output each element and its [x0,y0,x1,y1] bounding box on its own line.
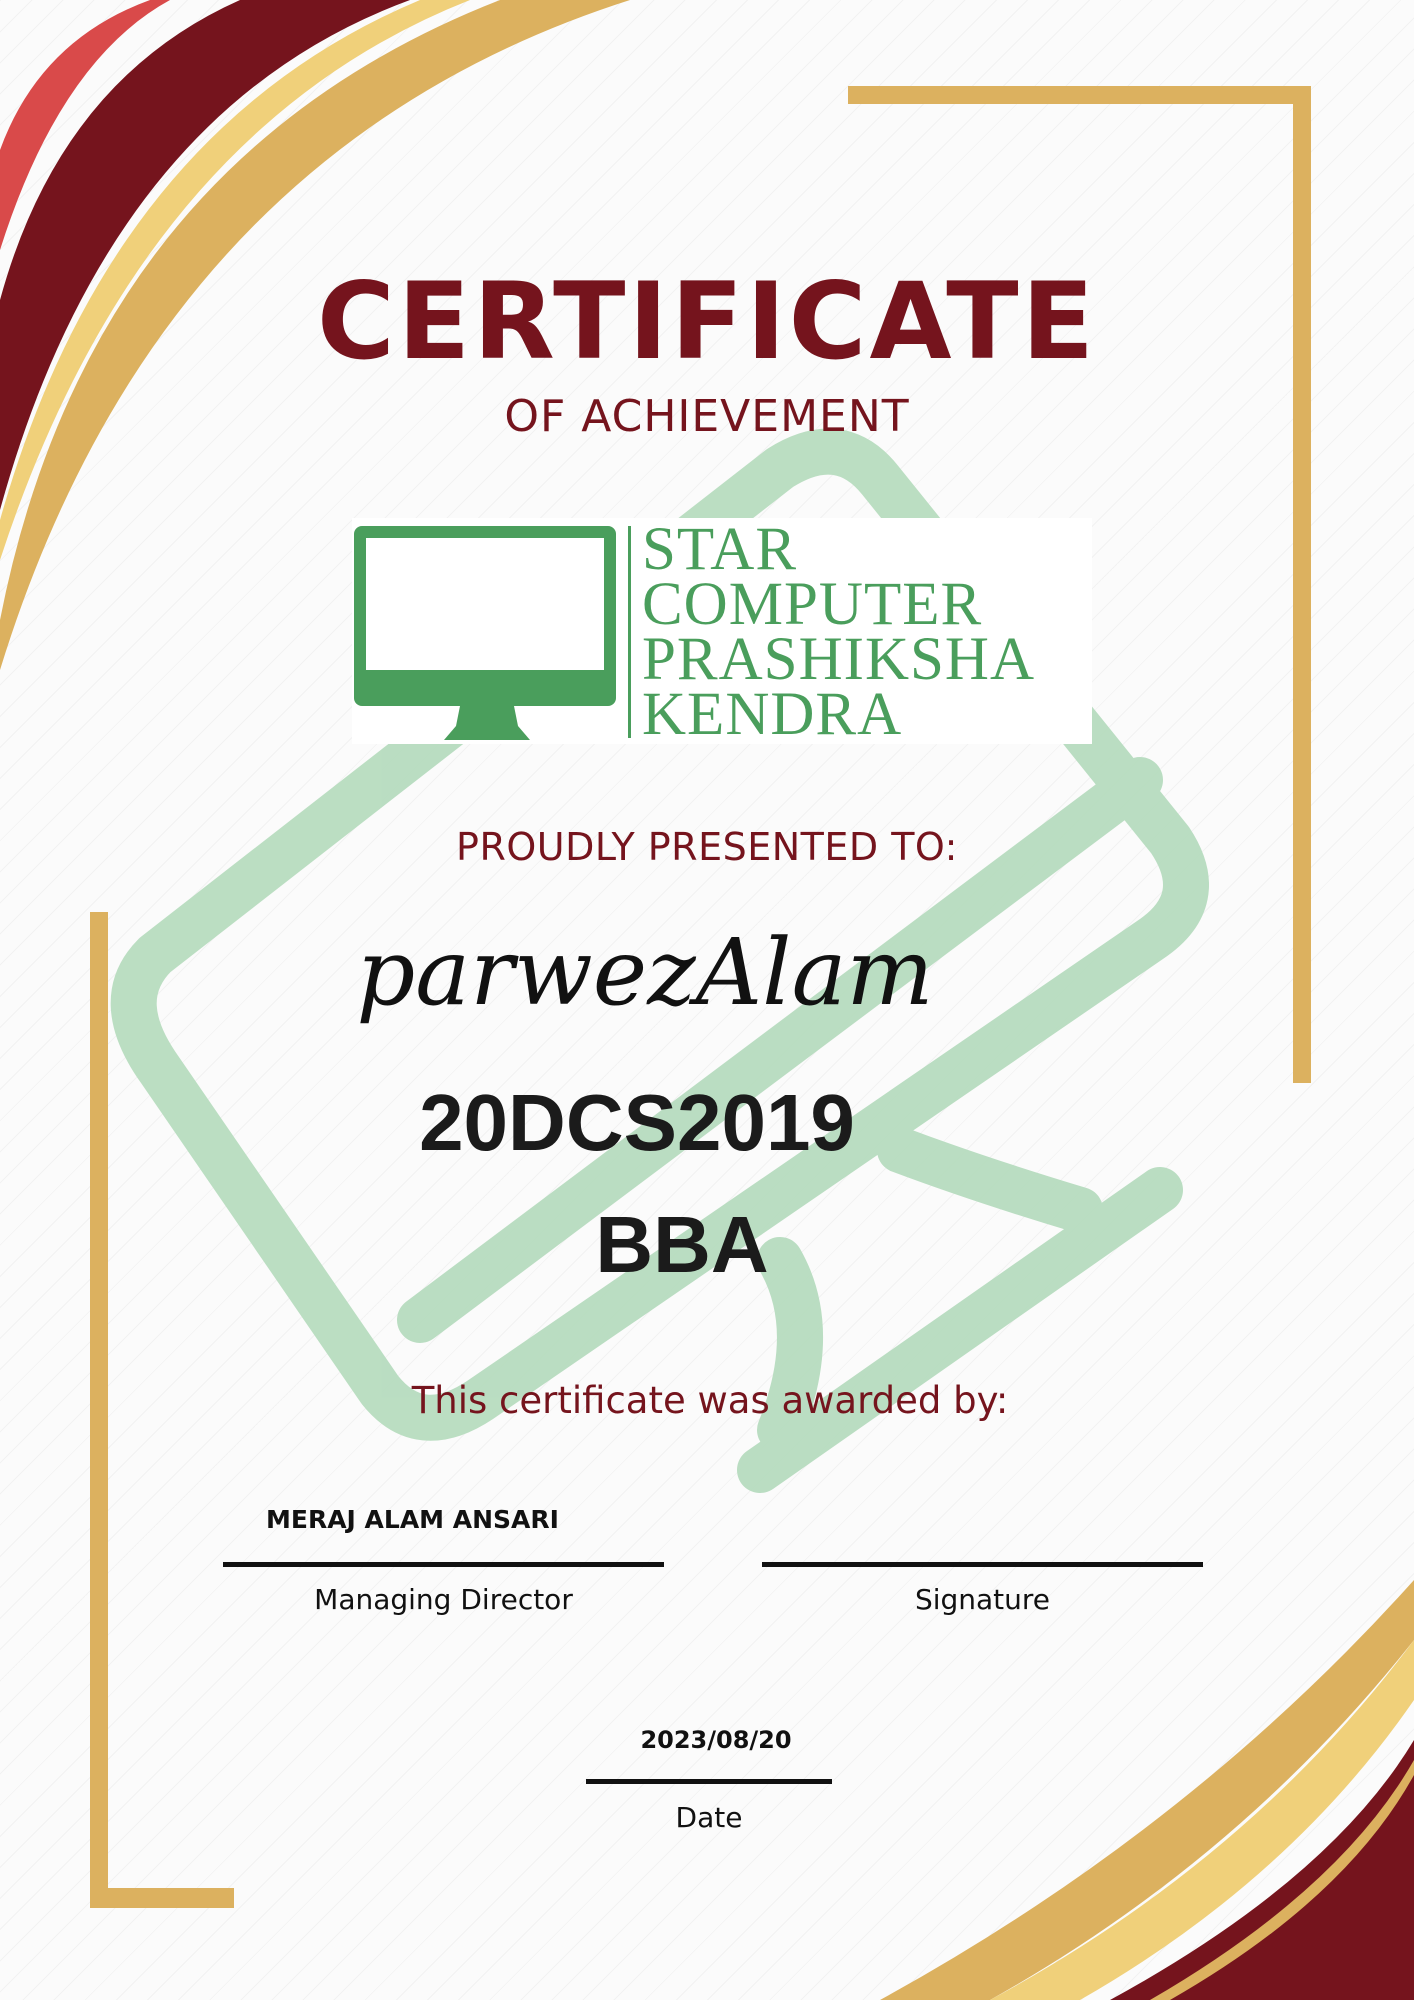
recipient-name: parwezAlam [356,919,934,1026]
director-name: MERAJ ALAM ANSARI [266,1505,559,1534]
logo-wordmark [642,516,1036,748]
registration-number: 20DCS2019 [419,1078,855,1167]
signature-line [762,1562,1203,1567]
institute-logo [352,516,1092,748]
award-date: 2023/08/20 [640,1726,792,1754]
date-caption: Date [675,1801,743,1834]
certificate-subtitle: OF ACHIEVEMENT [504,391,910,442]
certificate-title: CERTIFICATE [317,260,1097,383]
logo-line: KENDRA [642,681,903,748]
date-line [586,1779,832,1784]
course-name: BBA [595,1200,769,1289]
director-signature-line [223,1562,664,1567]
logo-line: STAR [642,516,798,583]
bottom-right-swoosh [880,1580,1414,2000]
director-caption: Managing Director [314,1583,573,1616]
logo-divider [628,526,631,738]
awarded-by-label: This certificate was awarded by: [411,1379,1009,1422]
monitor-icon [352,518,622,744]
presented-to-label: PROUDLY PRESENTED TO: [456,825,958,869]
logo-line: COMPUTER [642,571,983,638]
logo-line: PRASHIKSHA [642,626,1036,693]
signature-caption: Signature [914,1583,1051,1616]
